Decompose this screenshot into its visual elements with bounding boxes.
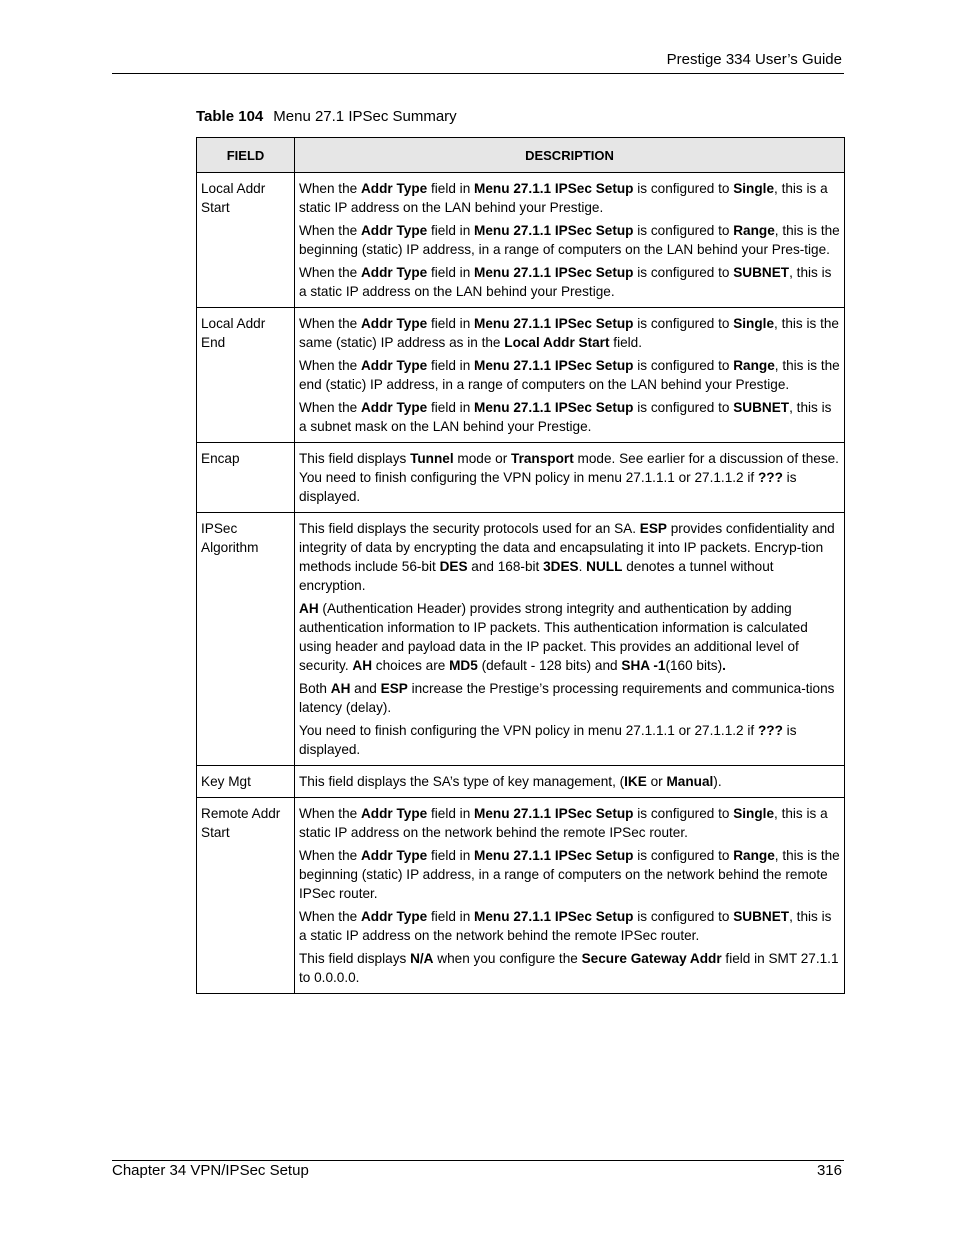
text-run: This field displays the security protocols used for an SA.: [299, 521, 640, 536]
text-run: mode or: [453, 451, 512, 466]
text-run: is configured to: [633, 181, 734, 196]
bold-term: SHA -1: [621, 658, 666, 673]
text-run: When the: [299, 358, 361, 373]
bold-term: Secure Gateway Addr: [581, 951, 722, 966]
description-paragraph: [299, 314, 840, 352]
text-run: is configured to: [633, 400, 734, 415]
text-run: (Authentication Header) provides strong integrity and authentication by adding authentication information to IP packets. This authentication information is calculated using header and payload data in the IP packet. This provides an additional level of security.: [299, 601, 808, 673]
field-name-cell: Remote Addr Start: [197, 798, 295, 994]
bold-term: DES: [439, 559, 468, 574]
chapter-title: Chapter 34 VPN/IPSec Setup: [112, 1162, 309, 1179]
bold-term: ESP: [380, 681, 408, 696]
bold-term: .: [722, 658, 726, 673]
text-run: field in: [427, 181, 475, 196]
text-run: denotes a tunnel without encryption.: [299, 559, 774, 593]
text-run: is displayed.: [299, 470, 797, 504]
table-title: Menu 27.1 IPSec Summary: [273, 108, 457, 125]
description-paragraph: [299, 263, 840, 301]
text-run: is configured to: [633, 806, 734, 821]
column-header-description: DESCRIPTION: [295, 138, 845, 173]
description-cell: [295, 308, 845, 443]
text-run: When the: [299, 265, 361, 280]
description-paragraph: [299, 179, 840, 217]
text-run: increase the Prestige’s processing requirements and communica-tions latency (delay).: [299, 681, 835, 715]
table-body: [197, 173, 845, 994]
bold-term: Addr Type: [360, 223, 428, 238]
bold-term: Addr Type: [360, 316, 428, 331]
bold-term: Addr Type: [360, 806, 428, 821]
description-paragraph: [299, 949, 840, 987]
table-row: [197, 766, 845, 798]
text-run: , this is the same (static) IP address as in the: [299, 316, 839, 350]
footer-divider: [112, 1160, 844, 1161]
text-run: and 168-bit: [467, 559, 544, 574]
running-header: Prestige 334 User’s Guide: [666, 51, 842, 68]
bold-term: Range: [733, 848, 775, 863]
bold-term: Menu 27.1.1 IPSec Setup: [474, 400, 634, 415]
text-run: When the: [299, 909, 361, 924]
description-paragraph: [299, 449, 840, 506]
description-paragraph: [299, 679, 840, 717]
description-paragraph: [299, 846, 840, 903]
description-paragraph: [299, 721, 840, 759]
description-cell: [295, 798, 845, 994]
text-run: choices are: [372, 658, 450, 673]
bold-term: MD5: [449, 658, 478, 673]
text-run: is configured to: [633, 358, 734, 373]
text-run: ).: [713, 774, 722, 789]
bold-term: Menu 27.1.1 IPSec Setup: [474, 806, 634, 821]
field-name-cell: Local Addr End: [197, 308, 295, 443]
text-run: , this is a static IP address on the LAN behind your Prestige.: [299, 181, 828, 215]
bold-term: Addr Type: [360, 181, 428, 196]
description-cell: [295, 513, 845, 766]
bold-term: Menu 27.1.1 IPSec Setup: [474, 848, 634, 863]
bold-term: Single: [733, 181, 775, 196]
bold-term: Single: [733, 316, 775, 331]
text-run: field in: [427, 223, 475, 238]
description-paragraph: [299, 907, 840, 945]
bold-term: Addr Type: [360, 400, 428, 415]
bold-term: Local Addr Start: [504, 335, 610, 350]
table-row: [197, 173, 845, 308]
text-run: When the: [299, 806, 361, 821]
description-cell: [295, 766, 845, 798]
bold-term: Range: [733, 223, 775, 238]
text-run: , this is a static IP address on the network behind the remote IPSec router.: [299, 806, 828, 840]
description-paragraph: [299, 398, 840, 436]
text-run: This field displays: [299, 951, 411, 966]
text-run: field in: [427, 909, 475, 924]
field-name-cell: Key Mgt: [197, 766, 295, 798]
page-number: 316: [816, 1162, 842, 1179]
bold-term: Menu 27.1.1 IPSec Setup: [474, 265, 634, 280]
text-run: , this is the end (static) IP address, in a range of computers on the LAN behind your Prestige.: [299, 358, 840, 392]
bold-term: IKE: [624, 774, 647, 789]
text-run: field in: [427, 265, 475, 280]
text-run: is configured to: [633, 848, 734, 863]
table-header-row: [197, 138, 845, 173]
bold-term: Addr Type: [360, 909, 428, 924]
text-run: and: [350, 681, 381, 696]
bold-term: Addr Type: [360, 358, 428, 373]
text-run: field in: [427, 806, 475, 821]
text-run: is displayed.: [299, 723, 797, 757]
bold-term: Menu 27.1.1 IPSec Setup: [474, 316, 634, 331]
bold-term: Menu 27.1.1 IPSec Setup: [474, 909, 634, 924]
description-cell: [295, 443, 845, 513]
text-run: When the: [299, 223, 361, 238]
field-name-cell: Encap: [197, 443, 295, 513]
text-run: provides confidentiality and integrity of data by encrypting the data and encapsulating it into IP packets. Encryp-tion methods include 56-bit: [299, 521, 835, 574]
text-run: This field displays the SA’s type of key management, (: [299, 774, 625, 789]
description-paragraph: [299, 804, 840, 842]
bold-term: Tunnel: [410, 451, 454, 466]
text-run: When the: [299, 181, 361, 196]
text-run: is configured to: [633, 265, 734, 280]
text-run: field in SMT 27.1.1 to 0.0.0.0.: [299, 951, 839, 985]
bold-term: Range: [733, 358, 775, 373]
text-run: This field displays: [299, 451, 411, 466]
description-paragraph: [299, 356, 840, 394]
bold-term: AH: [330, 681, 351, 696]
text-run: (default - 128 bits) and: [477, 658, 622, 673]
column-header-field: FIELD: [197, 138, 295, 173]
table-row: [197, 513, 845, 766]
text-run: when you configure the: [433, 951, 582, 966]
bold-term: ???: [757, 470, 783, 485]
table-number: Table 104: [196, 108, 264, 125]
field-name-cell: IPSec Algorithm: [197, 513, 295, 766]
text-run: , this is a subnet mask on the LAN behind your Prestige.: [299, 400, 832, 434]
text-run: When the: [299, 316, 361, 331]
bold-term: 3DES: [543, 559, 579, 574]
text-run: .: [578, 559, 587, 574]
bold-term: ???: [757, 723, 783, 738]
bold-term: AH: [352, 658, 373, 673]
bold-term: Transport: [511, 451, 574, 466]
text-run: field.: [609, 335, 643, 350]
text-run: When the: [299, 848, 361, 863]
text-run: , this is a static IP address on the network behind the remote IPSec router.: [299, 909, 832, 943]
text-run: When the: [299, 400, 361, 415]
bold-term: Addr Type: [360, 848, 428, 863]
table-row: [197, 443, 845, 513]
bold-term: ESP: [639, 521, 667, 536]
bold-term: SUBNET: [733, 909, 790, 924]
bold-term: Single: [733, 806, 775, 821]
text-run: , this is a static IP address on the LAN behind your Prestige.: [299, 265, 832, 299]
text-run: is configured to: [633, 223, 734, 238]
text-run: is configured to: [633, 909, 734, 924]
table-row: [197, 798, 845, 994]
bold-term: Manual: [666, 774, 714, 789]
bold-term: Menu 27.1.1 IPSec Setup: [474, 358, 634, 373]
description-paragraph: [299, 519, 840, 595]
bold-term: AH: [299, 601, 319, 616]
bold-term: SUBNET: [733, 400, 790, 415]
bold-term: NULL: [586, 559, 623, 574]
bold-term: Menu 27.1.1 IPSec Setup: [474, 181, 634, 196]
ipsec-summary-table: [196, 137, 845, 994]
text-run: Both: [299, 681, 331, 696]
text-run: mode. See earlier for a discussion of these. You need to finish configuring the VPN policy in menu 27.1.1.1 or 27.1.1.2 if: [299, 451, 839, 485]
text-run: field in: [427, 400, 475, 415]
text-run: is configured to: [633, 316, 734, 331]
text-run: or: [646, 774, 667, 789]
text-run: , this is the beginning (static) IP address, in a range of computers on the network behind the remote IPSec router.: [299, 848, 840, 901]
header-divider: [112, 73, 844, 74]
text-run: , this is the beginning (static) IP address, in a range of computers on the LAN behind your Pres-tige.: [299, 223, 840, 257]
bold-term: SUBNET: [733, 265, 790, 280]
table-row: [197, 308, 845, 443]
text-run: (160 bits): [665, 658, 723, 673]
bold-term: Addr Type: [360, 265, 428, 280]
text-run: You need to finish configuring the VPN policy in menu 27.1.1.1 or 27.1.1.2 if: [299, 723, 758, 738]
text-run: field in: [427, 848, 475, 863]
description-cell: [295, 173, 845, 308]
text-run: field in: [427, 316, 475, 331]
description-paragraph: [299, 221, 840, 259]
bold-term: Menu 27.1.1 IPSec Setup: [474, 223, 634, 238]
description-paragraph: [299, 772, 840, 791]
table-caption: [196, 108, 457, 125]
text-run: field in: [427, 358, 475, 373]
bold-term: N/A: [410, 951, 434, 966]
field-name-cell: Local Addr Start: [197, 173, 295, 308]
description-paragraph: [299, 599, 840, 675]
